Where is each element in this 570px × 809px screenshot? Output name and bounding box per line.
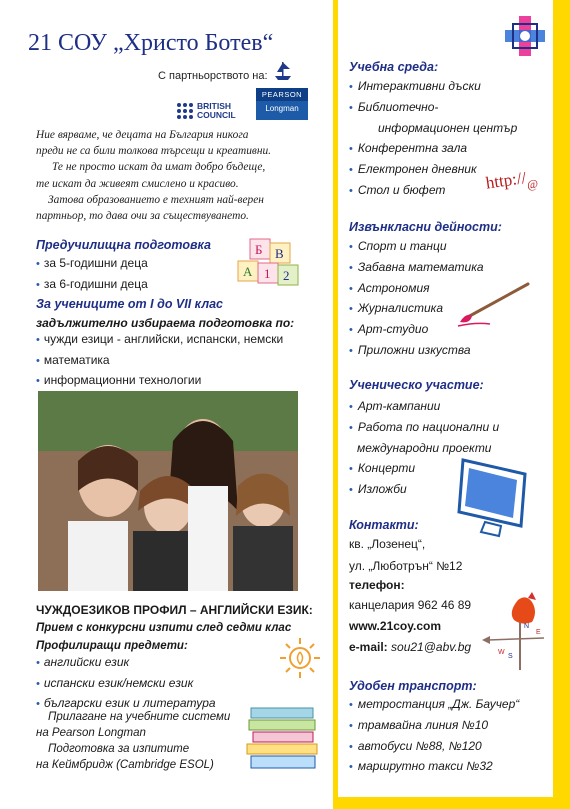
- bc-line-1: BRITISH: [197, 101, 231, 111]
- books-stack-image: [245, 704, 321, 774]
- list-item: • Стол и бюфет: [349, 181, 517, 202]
- block-letter: 1: [264, 266, 271, 281]
- block-letter: А: [243, 264, 253, 279]
- primary-subheading: задължително избираема подготовка по:: [36, 316, 295, 330]
- http-label: http://: [484, 168, 528, 193]
- pearson-longman-logo: [256, 88, 308, 120]
- email-label: e-mail:: [349, 640, 388, 654]
- list-item: • Интерактивни дъски: [349, 77, 517, 98]
- list-item: • Журналистика: [349, 299, 484, 320]
- admission-text: Прием с конкурсни изпити след седми клас: [36, 622, 292, 634]
- preschool-heading: Предучилищна подготовка: [36, 238, 211, 252]
- phone-number: канцелария 962 46 89: [349, 598, 472, 612]
- list-item: • Арт-студио: [349, 320, 484, 341]
- bc-line-2: COUNCIL: [197, 110, 236, 120]
- list-item: • трамвайна линия №10: [349, 716, 519, 737]
- list-item-continuation: информационен център: [378, 120, 518, 135]
- quote-line: те искат да живеят смислено и красиво.: [36, 177, 239, 190]
- list-item: • Астрономия: [349, 279, 484, 300]
- list-item: • математика: [36, 351, 283, 372]
- sun-icon: [278, 636, 322, 680]
- participation-heading: Ученическо участие:: [349, 378, 484, 392]
- compass-s: S: [508, 653, 513, 660]
- note-line: Подготовка за изпитите: [48, 743, 190, 755]
- list-item: • български език и литература: [36, 694, 216, 715]
- compass-e: E: [536, 629, 541, 636]
- address-line-1: кв. „Лозенец“,: [349, 537, 426, 551]
- list-item: • за 6-годишни деца: [36, 275, 148, 296]
- list-item-continuation: международни проекти: [357, 440, 492, 455]
- pearson-label: PEARSON: [256, 88, 308, 101]
- list-item: • чужди езици - английски, испански, немски: [36, 330, 283, 351]
- weathervane-icon: [478, 592, 548, 672]
- list-item: • за 5-годишни деца: [36, 254, 148, 275]
- compass-n: N: [524, 623, 530, 630]
- students-photo-image: [38, 391, 298, 591]
- quote-line: Затова образованието е техният най-верен: [48, 193, 264, 206]
- list-item: • Арт-кампании: [349, 397, 499, 418]
- learning-env-heading: Учебна среда:: [349, 60, 439, 74]
- list-item: • информационни технологии: [36, 371, 283, 392]
- list-item: • Работа по национални и: [349, 418, 499, 439]
- extracurricular-heading: Извънкласни дейности:: [349, 220, 502, 234]
- subjects-list: [36, 653, 216, 715]
- primary-heading: За учениците от I до VII клас: [36, 297, 224, 311]
- british-council-logo: [176, 100, 240, 122]
- email-line: [349, 640, 471, 654]
- contacts-heading: Контакти:: [349, 518, 419, 532]
- school-emblem-icon: [503, 14, 547, 58]
- school-title: 21 СОУ „Христо Ботев“: [28, 30, 274, 56]
- quote-line: Те не просто искат да имат добро бъдеще,: [52, 161, 266, 174]
- note-line: Прилагане на учебните системи: [48, 711, 231, 723]
- compass-w: W: [498, 649, 505, 656]
- quote-line: партньор, то дава очи за съществуването.: [36, 210, 249, 223]
- transport-heading: Удобен транспорт:: [349, 679, 477, 693]
- ship-logo-icon: [272, 60, 294, 82]
- quote-line: Ние вярваме, че децата на България никога: [36, 129, 249, 141]
- language-profile-heading: ЧУЖДОЕЗИКОВ ПРОФИЛ – АНГЛИЙСКИ ЕЗИК:: [36, 603, 313, 617]
- list-item: • Електронен дневник: [349, 160, 517, 181]
- alphabet-blocks-image: [230, 237, 306, 293]
- list-item: • Конферентна зала: [349, 139, 517, 160]
- note-line: на Кеймбридж (Cambridge ESOL): [36, 759, 214, 771]
- british-council-dots-icon: [176, 102, 194, 120]
- subjects-heading: Профилиращи предмети:: [36, 640, 188, 652]
- preschool-list: [36, 254, 148, 295]
- mission-quote: [36, 127, 326, 224]
- list-item: • английски език: [36, 653, 216, 674]
- email-link[interactable]: sou21@abv.bg: [391, 640, 472, 654]
- partner-label: С партньорството на:: [158, 70, 268, 82]
- list-item: • автобуси №88, №120: [349, 737, 519, 758]
- quote-line: преди не са били толкова търсещи и креативни.: [36, 145, 272, 158]
- website-link[interactable]: www.21coy.com: [349, 619, 442, 633]
- computer-monitor-icon: [455, 452, 535, 542]
- at-sign: @: [526, 176, 540, 192]
- transport-list: [349, 695, 519, 778]
- block-letter: 2: [283, 268, 290, 283]
- paintbrush-icon: [456, 278, 536, 328]
- list-item: • Приложни изкуства: [349, 341, 484, 362]
- note-line: на Pearson Longman: [36, 727, 146, 739]
- block-letter: В: [275, 246, 284, 261]
- block-letter: Б: [255, 242, 263, 257]
- list-item: • Концерти: [349, 459, 499, 480]
- list-item: • Забавна математика: [349, 258, 484, 279]
- students-photo: [38, 391, 298, 591]
- list-item: • Изложби: [349, 480, 499, 501]
- list-item: • метростанция „Дж. Баучер“: [349, 695, 519, 716]
- phone-label: телефон:: [349, 578, 405, 592]
- primary-list: [36, 330, 283, 392]
- list-item: • Спорт и танци: [349, 237, 484, 258]
- list-item: • испански език/немски език: [36, 674, 216, 695]
- list-item: • Библиотечно-: [349, 98, 517, 119]
- longman-label: Longman: [265, 104, 299, 113]
- list-item: • маршрутно такси №32: [349, 757, 519, 778]
- address-line-2: ул. „Люботрън“ №12: [349, 559, 463, 573]
